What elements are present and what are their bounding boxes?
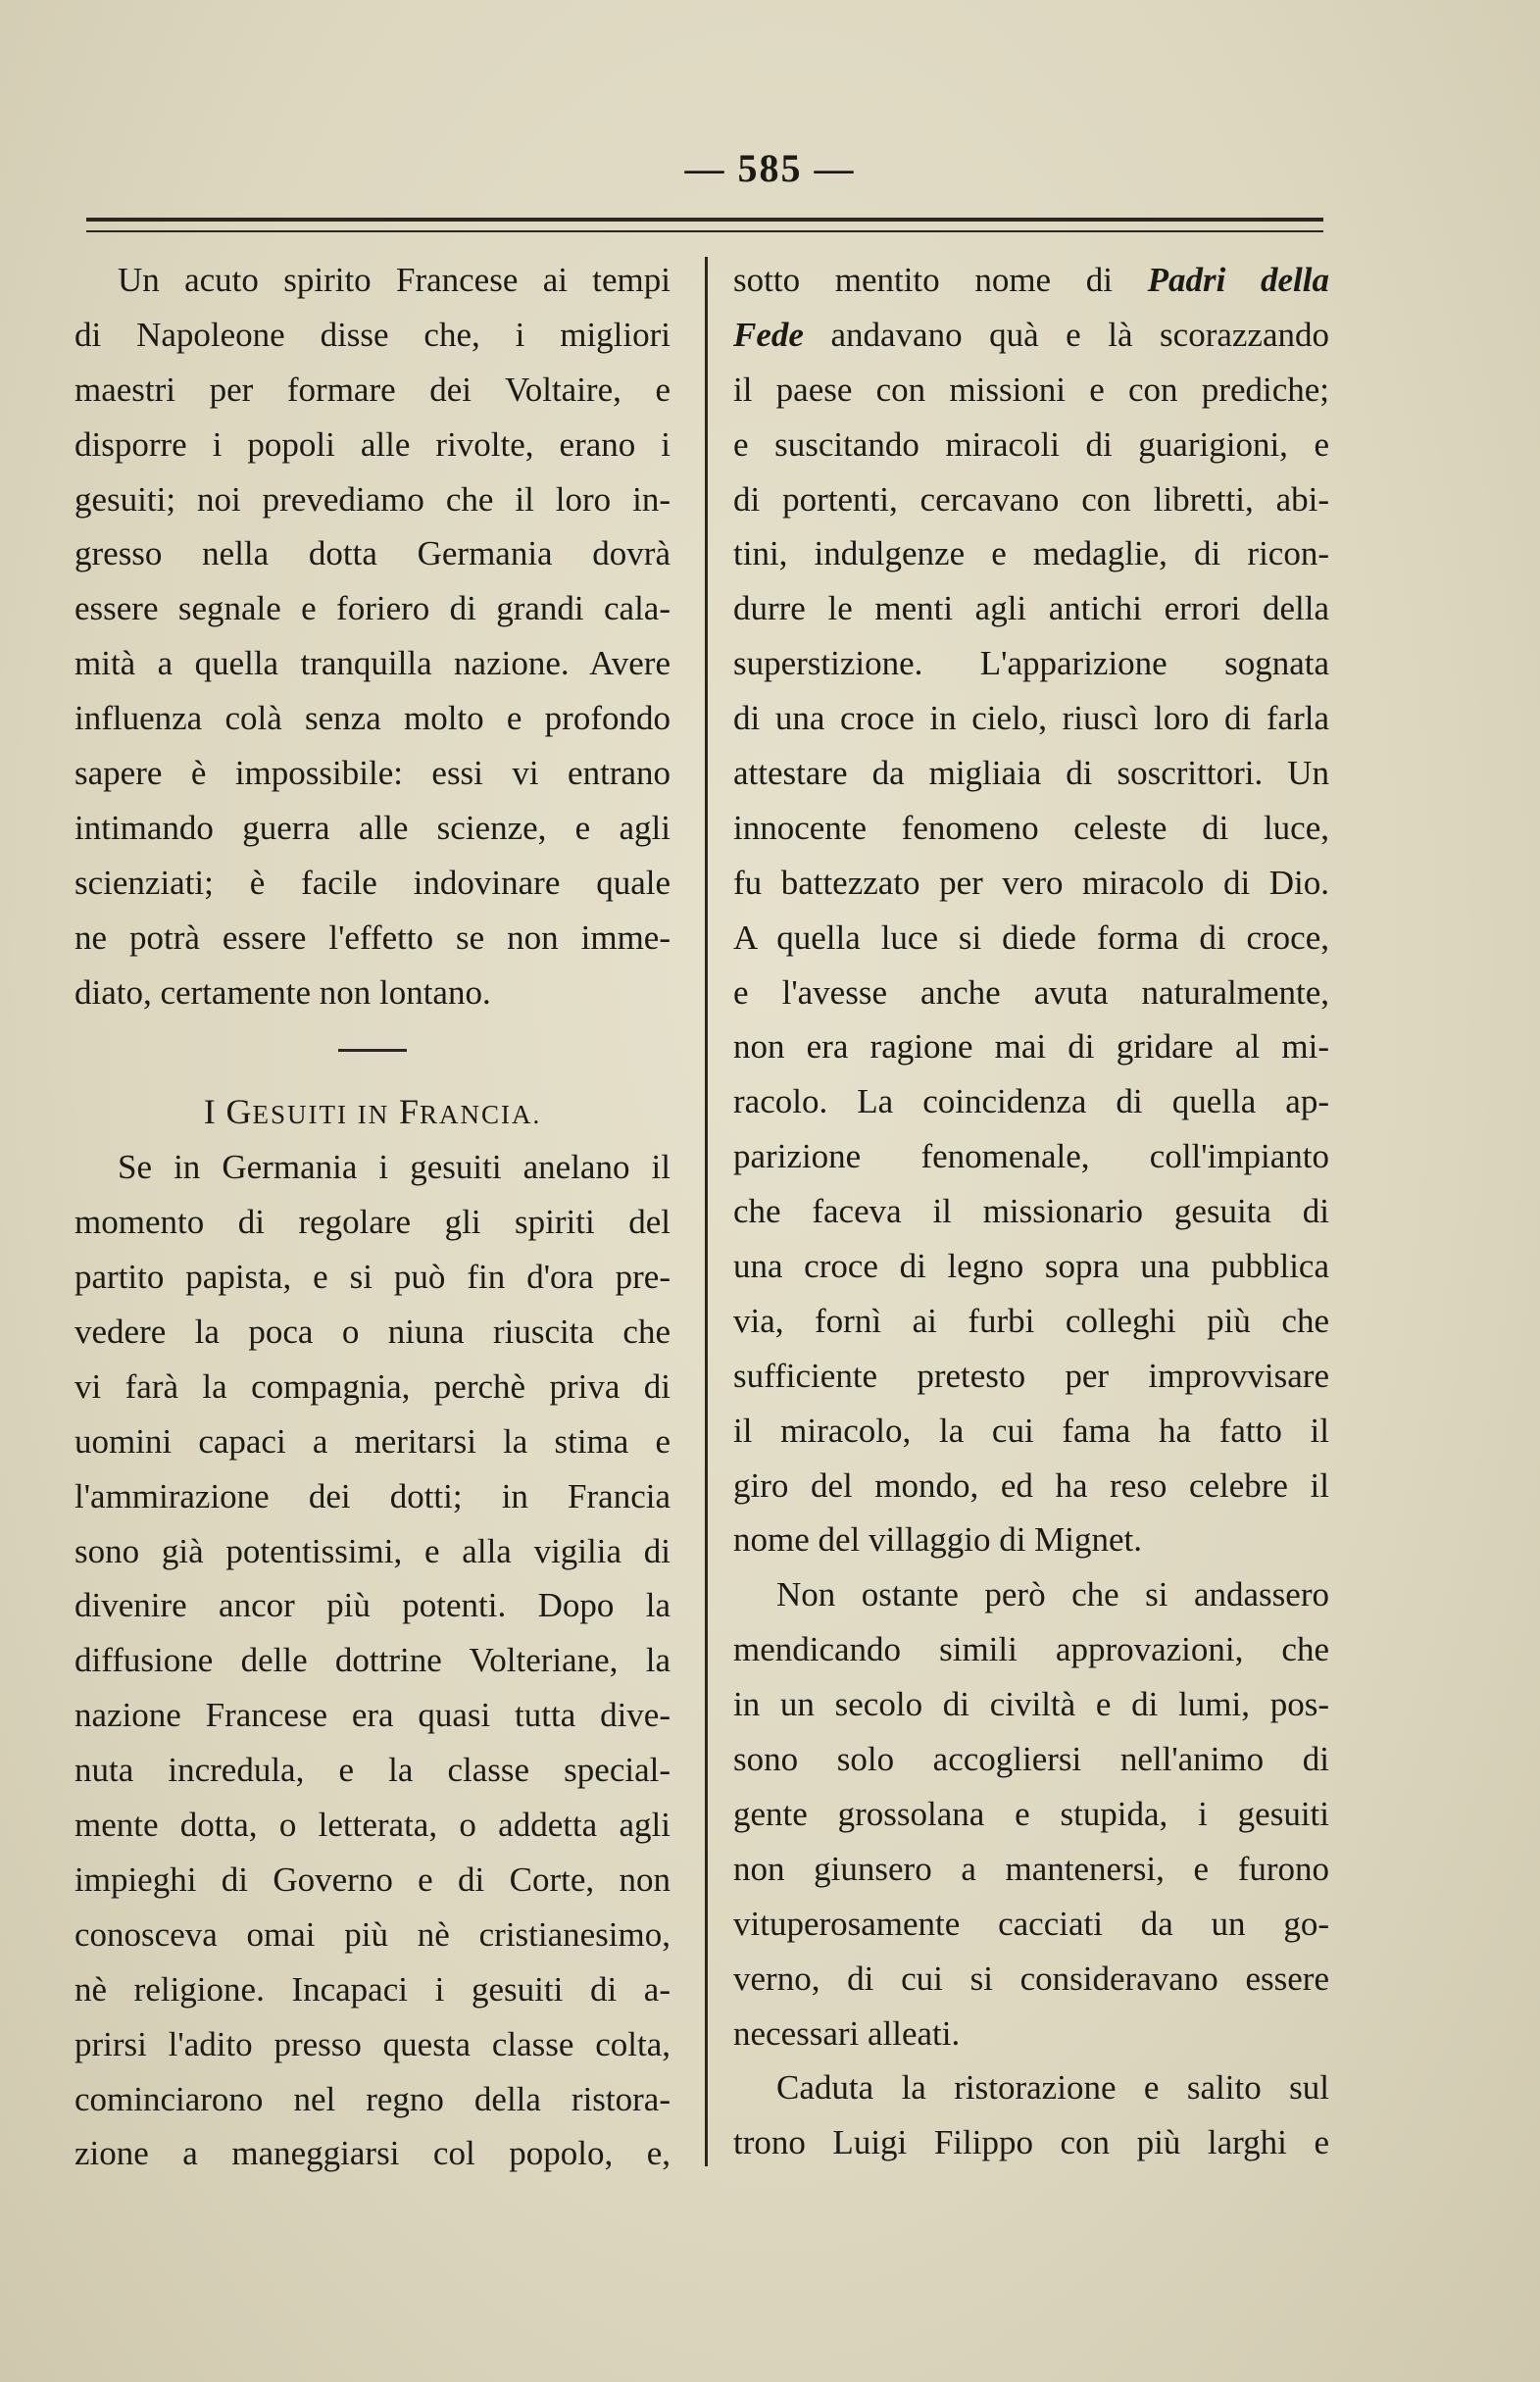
text-line: non era ragione mai di gridare al mi-	[733, 1027, 1329, 1067]
text-line: durre le menti agli antichi errori della	[733, 589, 1329, 628]
text-line: mità a quella tranquilla nazione. Avere	[75, 644, 671, 683]
text-line: nome del villaggio di Mignet.	[733, 1520, 1143, 1560]
text-line: non giunsero a mantenersi, e furono	[733, 1849, 1329, 1888]
page-number: — 585 —	[684, 146, 856, 190]
text-line: sufficiente pretesto per improvvisare	[733, 1356, 1329, 1395]
text-line: Non ostante però che si andassero	[776, 1575, 1329, 1614]
text-line: giro del mondo, ed ha reso celebre il	[733, 1465, 1329, 1505]
text-line: divenire ancor più potenti. Dopo la	[75, 1586, 671, 1625]
text-line: conosceva omai più nè cristianesimo,	[75, 1914, 671, 1954]
text-line: sono solo accogliersi nell'animo di	[733, 1740, 1329, 1779]
text-line: partito papista, e si può fin d'ora pre-	[75, 1258, 671, 1297]
left-paragraph-1	[75, 253, 671, 1019]
text-line: verno, di cui si consideravano essere	[733, 1959, 1329, 1998]
text-line: zione a maneggiarsi col popolo, e,	[75, 2134, 671, 2173]
text-line: l'ammirazione dei dotti; in Francia	[75, 1476, 671, 1515]
text-line: fu battezzato per vero miracolo di Dio.	[733, 863, 1329, 902]
text-line: impieghi di Governo e di Corte, non	[75, 1860, 671, 1899]
left-column	[75, 253, 671, 2181]
text-line: di portenti, cercavano con libretti, abi-	[733, 479, 1329, 519]
text-line: sono già potentissimi, e alla vigilia di	[75, 1531, 671, 1570]
text-line: Fede andavano quà e là scorazzando	[733, 315, 1330, 354]
text-line: attestare da migliaia di soscrittori. Un	[733, 754, 1329, 793]
top-double-rule	[86, 218, 1323, 232]
text-line: e l'avesse anche avuta naturalmente,	[733, 972, 1329, 1012]
text-line: momento di regolare gli spiriti del	[75, 1203, 671, 1242]
text-line: e suscitando miracoli di guarigioni, e	[733, 424, 1329, 464]
text-line: nuta incredula, e la classe special-	[75, 1751, 671, 1790]
text-line: Se in Germania i gesuiti anelano il	[118, 1148, 671, 1187]
text-line: gresso nella dotta Germania dovrà	[75, 534, 671, 573]
text-line: influenza colà senza molto e profondo	[75, 699, 671, 738]
text-line: vedere la poca o niuna riuscita che	[75, 1313, 671, 1352]
text-line: intimando guerra alle scienze, e agli	[75, 808, 671, 847]
column-divider	[705, 257, 708, 2166]
text-line: gesuiti; noi prevediamo che il loro in-	[75, 479, 671, 519]
text-line: diato, certamente non lontano.	[75, 972, 491, 1012]
text-line: il miracolo, la cui fama ha fatto il	[733, 1411, 1329, 1450]
text-line: Caduta la ristorazione e salito sul	[776, 2068, 1329, 2108]
section-heading: I GESUITI IN FRANCIA.	[203, 1092, 542, 1132]
section-separator-rule	[338, 1049, 407, 1052]
text-line: prirsi l'adito presso questa classe colta,	[75, 2024, 671, 2063]
text-line: scienziati; è facile indovinare quale	[75, 863, 671, 902]
text-line: essere segnale e foriero di grandi cala-	[75, 589, 671, 628]
text-line: innocente fenomeno celeste di luce,	[733, 808, 1329, 847]
right-paragraph-1	[733, 363, 1329, 1568]
text-line: nè religione. Incapaci i gesuiti di a-	[75, 1969, 671, 2009]
text-line: superstizione. L'apparizione sognata	[733, 644, 1329, 683]
text-line: in un secolo di civiltà e di lumi, pos-	[733, 1685, 1329, 1724]
text-line: disporre i popoli alle rivolte, erano i	[75, 424, 671, 464]
right-column	[733, 253, 1329, 2170]
text-line: mente dotta, o letterata, o addetta agli	[75, 1806, 671, 1845]
text-line: gente grossolana e stupida, i gesuiti	[733, 1794, 1329, 1833]
text-line: una croce di legno sopra una pubblica	[733, 1247, 1329, 1286]
text-line: nazione Francese era quasi tutta dive-	[75, 1696, 671, 1735]
text-line: via, fornì ai furbi colleghi più che	[733, 1301, 1329, 1340]
left-paragraph-2	[75, 1140, 671, 2181]
text-line: di una croce in cielo, riuscì loro di farla	[733, 699, 1329, 738]
text-line: vi farà la compagnia, perchè priva di	[75, 1366, 671, 1406]
text-line: di Napoleone disse che, i migliori	[75, 315, 671, 354]
text-line: mendicando simili approvazioni, che	[733, 1630, 1329, 1669]
text-line: che faceva il missionario gesuita di	[733, 1192, 1329, 1231]
text-line: diffusione delle dottrine Volteriane, la	[75, 1641, 671, 1680]
text-line: sapere è impossibile: essi vi entrano	[75, 754, 671, 793]
text-line: Un acuto spirito Francese ai tempi	[118, 261, 671, 299]
text-line: tini, indulgenze e medaglie, di ricon-	[733, 534, 1329, 573]
right-paragraph-3	[733, 2060, 1329, 2170]
text-line: ne potrà essere l'effetto se non imme-	[75, 918, 671, 957]
text-line: cominciarono nel regno della ristora-	[75, 2079, 671, 2118]
text-line: trono Luigi Filippo con più larghi e	[733, 2123, 1329, 2162]
text-line: uomini capaci a meritarsi la stima e	[75, 1421, 671, 1461]
text-line: parizione fenomenale, coll'impianto	[733, 1137, 1329, 1176]
text-line: racolo. La coincidenza di quella ap-	[733, 1082, 1329, 1121]
text-line: il paese con missioni e con prediche;	[733, 370, 1329, 409]
text-line: sotto mentito nome di Padri della	[733, 261, 1330, 299]
text-line: necessari alleati.	[733, 2013, 961, 2053]
text-line: vituperosamente cacciati da un go-	[733, 1904, 1329, 1943]
right-paragraph-2	[733, 1567, 1329, 2060]
text-line: A quella luce si diede forma di croce,	[733, 918, 1329, 957]
text-line: maestri per formare dei Voltaire, e	[75, 370, 671, 409]
